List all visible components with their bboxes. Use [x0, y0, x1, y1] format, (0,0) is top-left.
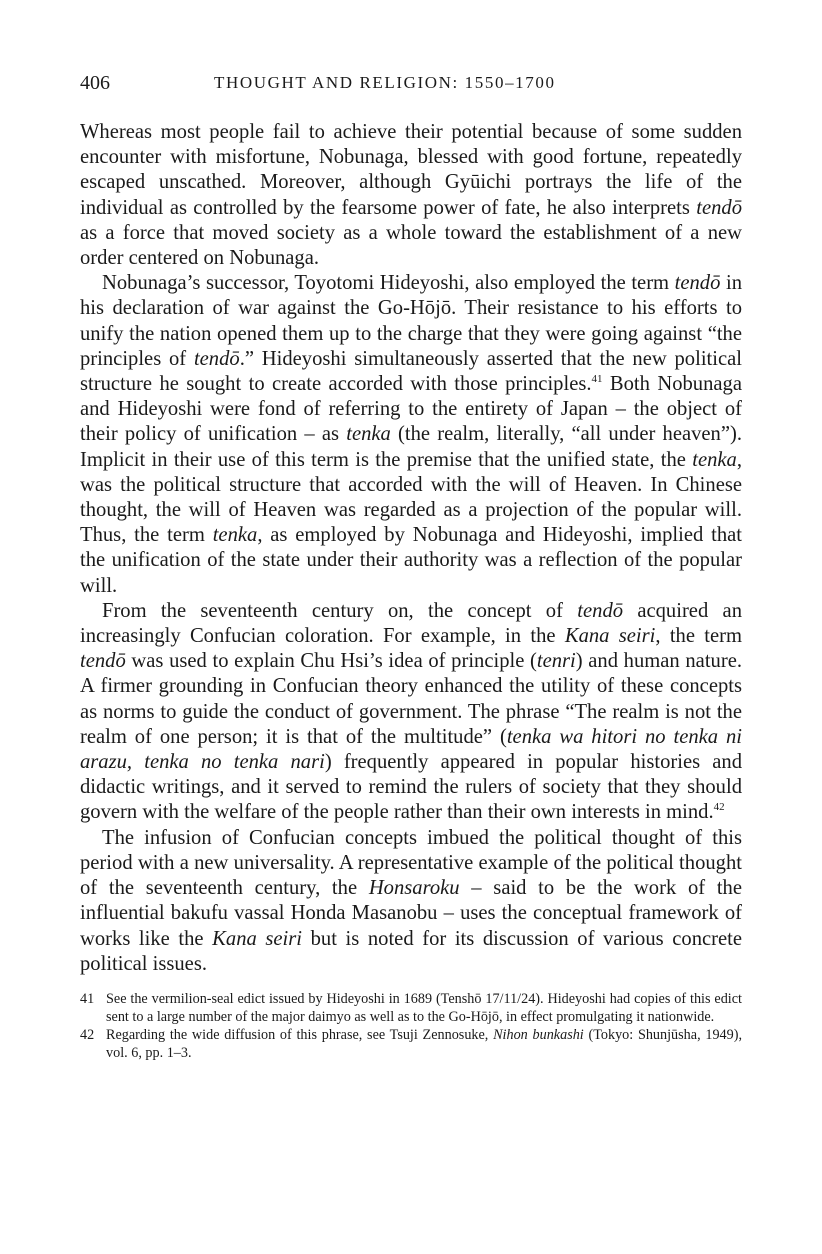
italic-term: tendō [577, 599, 624, 622]
text-run: See the vermilion-seal edict issued by Hideyoshi in 1689 (Tenshō 17/11/24). Hideyoshi had copies of this edict sent to a large number of the major daimyo as well as to the Go-Hōjō, in effect promulgating it nationwide. [106, 990, 742, 1025]
text-run: as a force that moved society as a whole toward the establishment of a new order centered on Nobunaga. [80, 221, 742, 270]
italic-term: tenri [536, 650, 576, 673]
text-run: (Tokyo: Shunjūsha, 1949), vol. 6, pp. 1–3. [106, 1027, 742, 1061]
italic-term: tendō [193, 347, 240, 370]
text-run: Both Nobunaga and Hideyoshi were fond of referring to the entirety of Japan – the object of their policy of unification – as [80, 373, 742, 446]
paragraph [80, 599, 742, 826]
footnote [80, 991, 742, 1026]
footnote-reference: 42 [713, 801, 725, 814]
text-run: ) frequently appeared in popular histories and didactic writings, and it served to remind the rulers of society that they should govern with the welfare of the people rather than their own interests in mind. [80, 751, 742, 824]
text-run: Nobunaga’s successor, Toyotomi Hideyoshi, also employed the term [102, 272, 675, 295]
text-run: The infusion of Confucian concepts imbued the political thought of this period with a new universality. A representative example of the political thought of the seventeenth century, the [80, 826, 742, 900]
italic-term: Honsaroku [368, 877, 460, 900]
book-page [80, 72, 742, 1063]
text-run: in his declaration of war against the Go-Hōjō. Their resistance to his efforts to unify the nation opened them up to the charge that they were going against “the principles of [80, 272, 742, 370]
text-run: , was the political structure that accorded with the will of Heaven. In Chinese thought, the will of Heaven was regarded as a projection of the popular will. Thus, the term [80, 448, 742, 547]
paragraph [80, 271, 742, 599]
italic-term: Kana seiri [212, 927, 303, 950]
running-head [80, 72, 742, 102]
paragraph [80, 826, 742, 977]
footnote-number: 42 [80, 1027, 95, 1044]
footnote-number: 41 [80, 990, 95, 1007]
text-run: but is noted for its discussion of various concrete political issues. [80, 927, 742, 975]
italic-term: tendō [696, 196, 742, 219]
italic-term: tendō [80, 650, 126, 673]
page-number: 406 [80, 72, 110, 94]
text-run: – said to be the work of the influential bakufu vassal Honda Masanobu – uses the conceptual framework of works like the [80, 877, 742, 950]
footnote-reference: 41 [591, 373, 603, 386]
running-title: THOUGHT AND RELIGION: 1550–1700 [214, 73, 556, 92]
body-text [80, 120, 742, 977]
italic-term: tenka [346, 423, 391, 446]
italic-term: Nihon bunkashi [493, 1027, 584, 1044]
italic-term: tenka [212, 524, 258, 547]
text-run: (the realm, literally, “all under heaven”). Implicit in their use of this term is the premise that the unified state, the [80, 423, 742, 471]
text-run: , the term [655, 625, 743, 648]
italic-term: tenka [692, 448, 737, 471]
italic-term: tendō [674, 272, 721, 295]
italic-term: Kana seiri [564, 625, 656, 648]
footnote [80, 1027, 742, 1062]
text-run: Regarding the wide diffusion of this phrase, see Tsuji Zennosuke, [106, 1027, 494, 1044]
text-run: ) and human nature. A firmer grounding in Confucian theory enhanced the utility of these concepts as norms to guide the conduct of government. The phrase “The realm is not the realm of one person; it is that of the multitude” ( [80, 650, 742, 748]
text-run: Whereas most people fail to achieve their potential because of some sudden encounter with misfortune, Nobunaga, blessed with good fortune, repeatedly escaped unscathed. Moreover, although Gyūichi portrays the life of the individual as controlled by the fearsome power of fate, he also interprets [80, 121, 742, 219]
text-run: , as employed by Nobunaga and Hideyoshi, implied that the unification of the state under their authority was a reflection of the popular will. [80, 524, 742, 597]
text-run: From the seventeenth century on, the concept of [102, 599, 578, 622]
text-run: acquired an increasingly Confucian coloration. For example, in the [80, 599, 742, 648]
footnotes [80, 991, 742, 1062]
paragraph [80, 120, 742, 271]
italic-term: tenka wa hitori no tenka ni arazu, tenka no tenka nari [80, 725, 742, 774]
text-run: .” Hideyoshi simultaneously asserted that the new political structure he sought to create accorded with those principles. [80, 347, 742, 396]
text-run: was used to explain Chu Hsi’s idea of principle ( [125, 650, 537, 673]
